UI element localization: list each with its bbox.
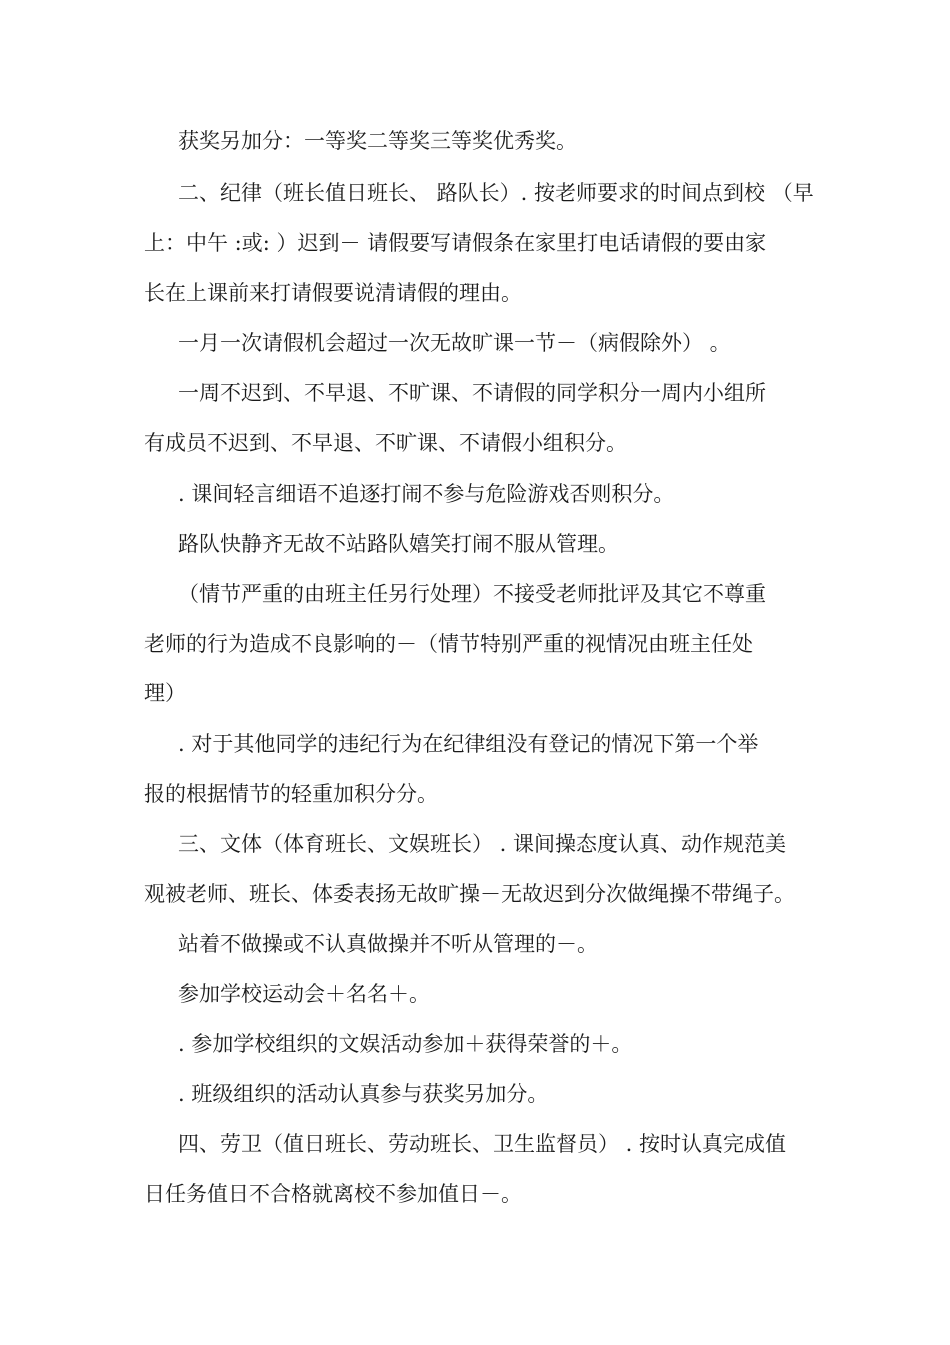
text-line: 三、文体（体育班长、文娱班长） . 课间操态度认真、动作规范美: [178, 832, 787, 856]
text-line: 一周不迟到、不早退、不旷课、不请假的同学积分一周内小组所: [178, 381, 766, 405]
text-line: . 课间轻言细语不追逐打闹不参与危险游戏否则积分。: [178, 482, 675, 506]
text-line: 有成员不迟到、不早退、不旷课、不请假小组积分。: [144, 431, 627, 455]
text-line: 获奖另加分：一等奖二等奖三等奖优秀奖。: [178, 129, 577, 153]
text-line: 理）: [144, 681, 186, 705]
text-line: 参加学校运动会＋名名＋。: [178, 982, 430, 1006]
text-line: 一月一次请假机会超过一次无故旷课一节－（病假除外） 。: [178, 331, 731, 355]
text-line: 上：中午 :或: ）迟到－ 请假要写请假条在家里打电话请假的要由家: [144, 231, 767, 255]
text-line: 日任务值日不合格就离校不参加值日－。: [144, 1182, 522, 1206]
text-line: 长在上课前来打请假要说清请假的理由。: [144, 281, 522, 305]
text-line: 二、纪律（班长值日班长、 路队长）. 按老师要求的时间点到校 （早: [178, 181, 814, 205]
text-line: 老师的行为造成不良影响的－（情节特别严重的视情况由班主任处: [144, 632, 753, 656]
text-line: . 参加学校组织的文娱活动参加＋获得荣誉的＋。: [178, 1032, 633, 1056]
text-line: 报的根据情节的轻重加积分分。: [144, 782, 438, 806]
text-line: 站着不做操或不认真做操并不听从管理的－。: [178, 932, 598, 956]
text-line: 路队快静齐无故不站路队嬉笑打闹不服从管理。: [178, 532, 619, 556]
text-line: . 班级组织的活动认真参与获奖另加分。: [178, 1082, 549, 1106]
text-line: 四、劳卫（值日班长、劳动班长、卫生监督员） . 按时认真完成值: [178, 1132, 787, 1156]
text-line: . 对于其他同学的违纪行为在纪律组没有登记的情况下第一个举: [178, 732, 759, 756]
text-line: 观被老师、班长、体委表扬无故旷操－无故迟到分次做绳操不带绳子。: [144, 882, 795, 906]
text-line: （情节严重的由班主任另行处理）不接受老师批评及其它不尊重: [178, 582, 766, 606]
